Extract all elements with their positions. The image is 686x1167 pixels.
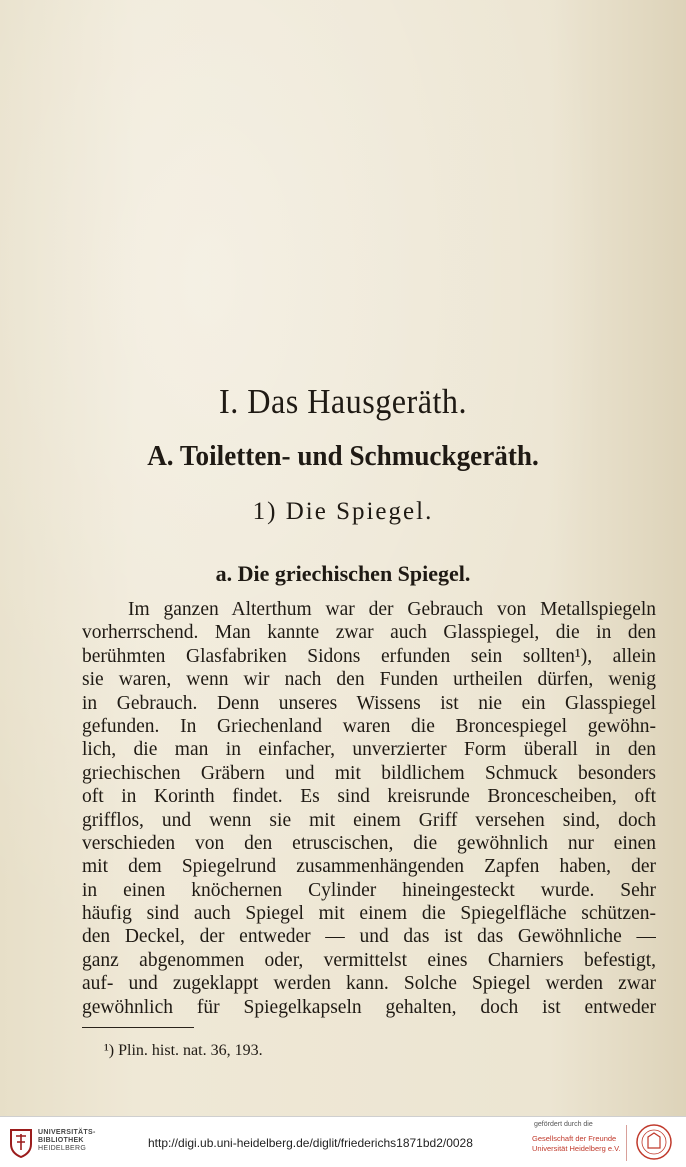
sub-subsection-title: a. Die griechischen Spiegel. [215, 561, 471, 586]
text-line: gefunden. In Griechenland waren die Broncespiegel gewöhn- [82, 715, 656, 737]
text-line: berühmten Glasfabriken Sidons erfunden sein sollten¹), allein [82, 645, 656, 667]
text-line: grifflos, und wenn sie mit einem Griff versehen sind, doch [82, 809, 656, 831]
footnote-rule [82, 1027, 194, 1028]
text-line: gewöhnlich für Spiegelkapseln gehalten, doch ist entweder [82, 996, 656, 1018]
text-line: häufig sind auch Spiegel mit einem die Spiegelfläche schützen- [82, 903, 656, 925]
text-line: den Deckel, der entweder — und das ist das Gewöhnliche — [82, 926, 656, 948]
sponsor-label: gefördert durch die [534, 1121, 593, 1128]
library-line: BIBLIOTHEK [38, 1137, 84, 1144]
society-line: Universität Heidelberg e.V. [532, 1143, 621, 1153]
library-name [38, 1129, 96, 1153]
text-line: mit dem Spiegelrund zusammenhängenden Zapfen haben, der [82, 856, 656, 878]
university-seal-icon [8, 1126, 34, 1158]
text-line: lich, die man in einfacher, unverzierter Form überall in den [82, 739, 656, 761]
text-line: Im ganzen Alterthum war der Gebrauch von Metallspiegeln [128, 599, 656, 620]
library-line: UNIVERSITÄTS- [38, 1129, 96, 1136]
text-line: sie waren, wenn wir nach den Funden urtheilen dürfen, wenig [82, 669, 656, 691]
text-line: vorherrschend. Man kannte zwar auch Glasspiegel, die in den [82, 622, 656, 644]
text-line: auf- und zugeklappt werden kann. Solche Spiegel werden zwar [82, 973, 656, 995]
text-line: verschieden von den etruscischen, die gewöhnlich nur einen [82, 832, 656, 854]
society-name [532, 1134, 621, 1153]
bleed-through-texture [80, 95, 670, 285]
chapter-title: I. Das Hausgeräth. [219, 382, 467, 421]
society-line: Gesellschaft der Freunde [532, 1134, 617, 1143]
footnote: ¹) Plin. hist. nat. 36, 193. [104, 1042, 263, 1059]
section-title: A. Toiletten- und Schmuckgeräth. [147, 441, 539, 472]
text-line: griechischen Gräbern und mit bildlichem Schmuck besonders [82, 762, 656, 784]
permalink-url[interactable]: http://digi.ub.uni-heidelberg.de/diglit/friederichs1871bd2/0028 [148, 1136, 473, 1150]
body-text [82, 598, 656, 1019]
text-line: oft in Korinth findet. Es sind kreisrunde Broncescheiben, oft [82, 786, 656, 808]
viewer-footer [0, 1116, 686, 1167]
footer-divider [626, 1125, 627, 1161]
text-line: in Gebrauch. Denn unseres Wissens ist nie ein Glasspiegel [82, 692, 656, 714]
text-line: ganz abgenommen oder, vermittelst eines Charniers befestigt, [82, 949, 656, 971]
library-line: HEIDELBERG [38, 1145, 87, 1152]
text-line: in einen knöchernen Cylinder hineingesteckt wurde. Sehr [82, 879, 656, 901]
society-seal-icon [632, 1122, 676, 1162]
subsection-title: 1) Die Spiegel. [252, 498, 434, 525]
